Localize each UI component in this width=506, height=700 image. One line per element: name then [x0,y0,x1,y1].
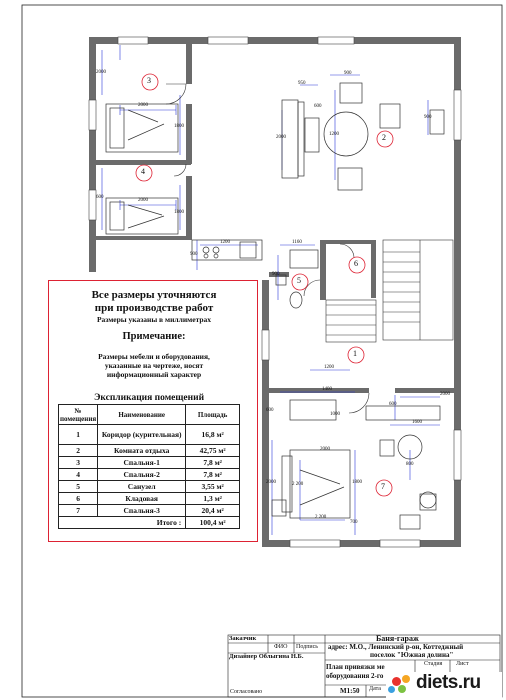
dimension-label: 2000 [96,70,106,75]
dimension-label: 1800 [352,480,362,485]
room-number-6: 6 [354,259,358,268]
notes-body-line1: Размеры мебели и оборудования, [98,352,210,361]
room-number-7: 7 [381,482,385,491]
dimension-label: 1200 [220,240,230,245]
total-label: Итого : [59,517,186,529]
dimension-label: 600 [266,408,274,413]
stamp-project: Баня-гараж [376,634,419,643]
dimension-label: 1600 [412,420,422,425]
stamp-sheet-title-line2: оборудования 2-го [326,672,384,680]
header-name: Наименование [98,405,186,425]
stamp-stage: Стадия [424,661,443,667]
dimension-label: 900 [190,252,198,257]
cell-area: 16,8 м² [186,425,240,445]
dimension-label: 600 [96,195,104,200]
cell-num: 2 [59,445,98,457]
room-number-3: 3 [147,76,151,85]
dimension-label: 1000 [330,412,340,417]
dimension-label: 1400 [322,387,332,392]
stamp-sheet: Лист [456,661,469,667]
watermark [386,672,502,698]
table-row [59,493,240,505]
notes-title-line1: Все размеры уточняются [91,289,217,301]
dimension-label: 2000 [138,198,148,203]
notes-body-line2: указанные на чертеже, носят [104,361,204,370]
stamp-fio: ФИО [274,644,288,650]
stamp-address-line2: поселок "Южная долина" [370,651,454,659]
stamp-designer: Дизайнер Облыгина Н.Б. [229,653,304,660]
cell-area: 7,8 м² [186,469,240,481]
dimension-label: 2000 [276,135,286,140]
notes-heading: Примечание: [122,331,186,342]
cell-num: 5 [59,481,98,493]
table-row [59,469,240,481]
dimension-label: 2 200 [315,515,327,520]
cell-name: Кладовая [98,493,186,505]
dimension-label: 900 [344,71,352,76]
dimension-label: 1800 [174,124,184,129]
cell-area: 3,55 м² [186,481,240,493]
table-row [59,505,240,517]
table-row [59,425,240,445]
dimension-label: 1200 [329,132,339,137]
dimension-label: 600 [389,402,397,407]
dimension-label: 700 [350,520,358,525]
notes-subtitle: Размеры указаны в миллиметрах [96,315,212,324]
stamp-agreed: Согласовано [230,689,263,695]
cell-num: 7 [59,505,98,517]
dimension-label: 1200 [324,365,334,370]
notes-body-line3: информационный характер [106,370,202,379]
explication-header-row [59,405,240,425]
dimension-label: 2000 [320,447,330,452]
staircase [326,240,453,342]
table-row [59,457,240,469]
room-number-2: 2 [382,133,386,142]
explication-title: Экспликация помещений [93,393,205,403]
dimension-label: 1160 [292,240,302,245]
cell-name: Комната отдыха [98,445,186,457]
dimension-label: 1800 [174,210,184,215]
logo-dot-icon [402,675,410,683]
header-area: Площадь [186,405,240,425]
table-row [59,481,240,493]
table-row [59,445,240,457]
cell-num: 1 [59,425,98,445]
dimension-label: 800 [406,462,414,467]
cell-name: Санузел [98,481,186,493]
cell-num: 3 [59,457,98,469]
notes-title-line2: при производстве работ [94,302,214,314]
dimension-label: 2000 [440,392,450,397]
cell-area: 42,75 м² [186,445,240,457]
header-num: № помещения [60,406,97,423]
total-value: 100,4 м² [186,517,240,529]
stamp-scale: М1:50 [340,687,360,695]
room-number-4: 4 [141,167,145,176]
cell-area: 1,3 м² [186,493,240,505]
cell-name: Спальня-1 [98,457,186,469]
dimension-label: 950 [298,81,306,86]
cell-num: 4 [59,469,98,481]
dimension-label: 2000 [138,103,148,108]
stamp-date-label: Дата [369,686,381,692]
cell-area: 7,8 м² [186,457,240,469]
dimension-label: 900 [424,115,432,120]
cell-name: Спальня-3 [98,505,186,517]
stamp-sheet-title-line1: План привязки ме [326,663,385,671]
watermark-text: diets.ru [416,672,481,693]
dimension-label: 900 [272,272,280,277]
cell-num: 6 [59,493,98,505]
cell-area: 20,4 м² [186,505,240,517]
dimension-label: 2000 [266,480,276,485]
cell-name: Коридор (курительная) [98,425,186,445]
room-number-5: 5 [297,276,301,285]
logo-dot-icon [388,686,395,693]
dimension-label: 600 [314,104,322,109]
stamp-signature: Подпись [296,644,319,650]
explication-table [58,404,240,529]
room-number-1: 1 [353,349,357,358]
dimension-label: 2 200 [292,482,304,487]
logo-dot-icon [398,685,406,693]
stamp-customer: Заказчик [229,635,257,642]
cell-name: Спальня-2 [98,469,186,481]
total-row [59,517,240,529]
stamp-address-line1: адрес: М.О., Ленинский р-он, Коттеджный [328,643,464,651]
